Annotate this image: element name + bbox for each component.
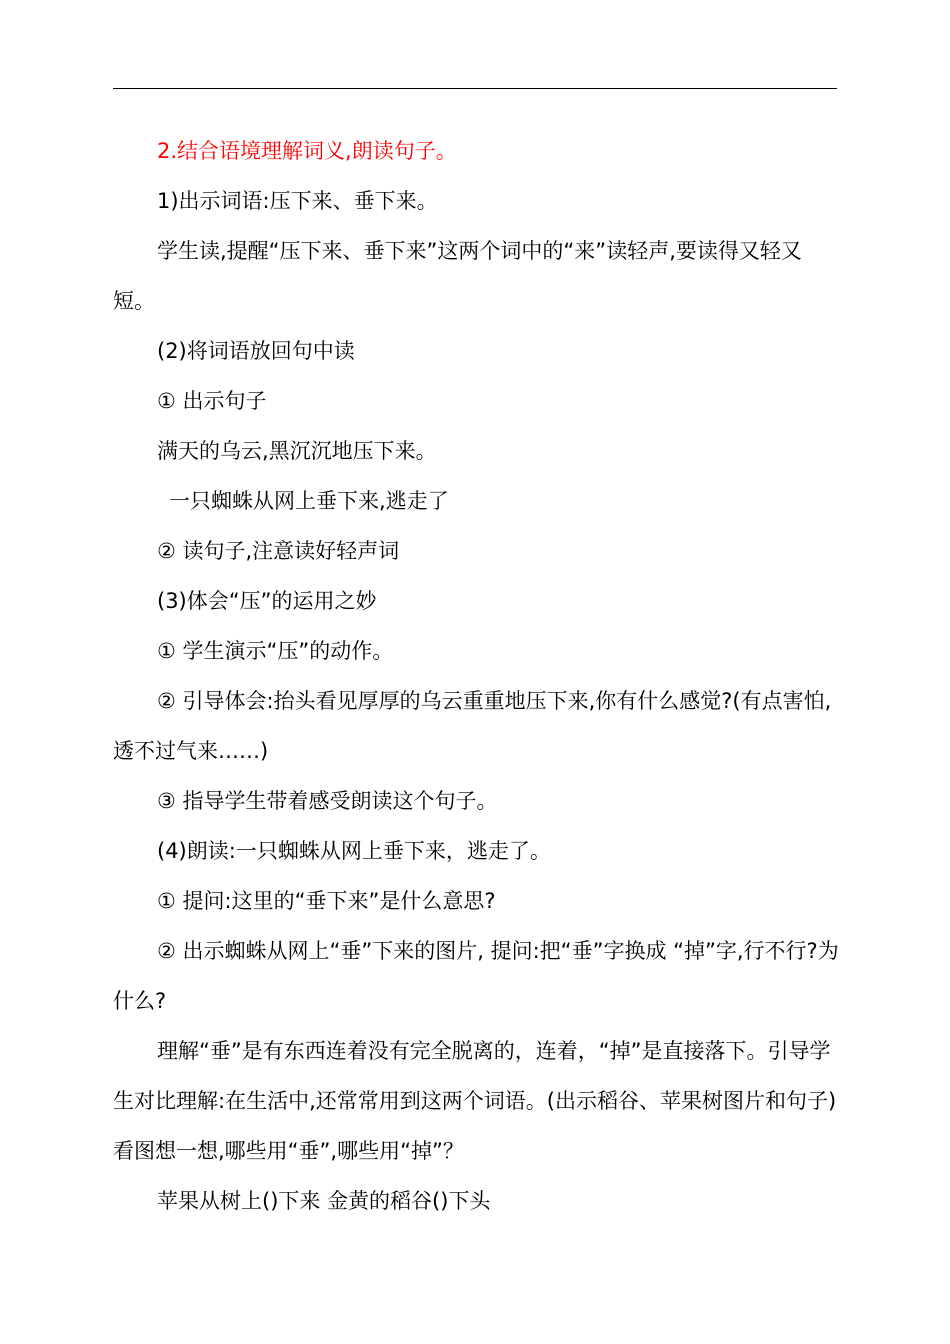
paragraph-15: 理解“垂”是有东西连着没有完全脱离的，连着，“掉”是直接落下。引导学生对比理解:在生活中,还常常用到这两个词语。(出示稻谷、苹果树图片和句子)看图想一想,哪些用“垂”,哪些用“掉”？	[113, 1039, 837, 1163]
paragraph-12: (4)朗读:一只蜘蛛从网上垂下来，逃走了。	[157, 839, 551, 863]
header-rule	[113, 88, 837, 89]
paragraph-2: 学生读,提醒“压下来、垂下来”这两个词中的“来”读轻声,要读得又轻又短。	[113, 239, 802, 313]
paragraph-10: ② 引导体会:抬头看见厚厚的乌云重重地压下来,你有什么感觉?(有点害怕,透不过气来……)	[113, 689, 832, 763]
document-body	[113, 126, 841, 1226]
paragraph-11: ③ 指导学生带着感受朗读这个句子。	[157, 789, 498, 813]
paragraph-16: 苹果从树上()下来 金黄的稻谷()下头	[157, 1189, 491, 1213]
paragraph-14: ② 出示蜘蛛从网上“垂”下来的图片, 提问:把“垂”字换成 “掉”字,行不行?为什么?	[113, 939, 839, 1013]
section-heading: 2.结合语境理解词义,朗读句子。	[157, 139, 457, 163]
paragraph-13: ① 提问:这里的“垂下来”是什么意思?	[157, 889, 496, 913]
paragraph-6: 一只蜘蛛从网上垂下来,逃走了	[169, 489, 449, 513]
paragraph-1: 1)出示词语:压下来、垂下来。	[157, 189, 438, 213]
paragraph-4: ① 出示句子	[157, 389, 267, 413]
paragraph-5: 满天的乌云,黑沉沉地压下来。	[157, 439, 437, 463]
paragraph-7: ② 读句子,注意读好轻声词	[157, 539, 400, 563]
paragraph-9: ① 学生演示“压”的动作。	[157, 639, 394, 663]
paragraph-8: (3)体会“压”的运用之妙	[157, 589, 377, 613]
paragraph-3: (2)将词语放回句中读	[157, 339, 355, 363]
